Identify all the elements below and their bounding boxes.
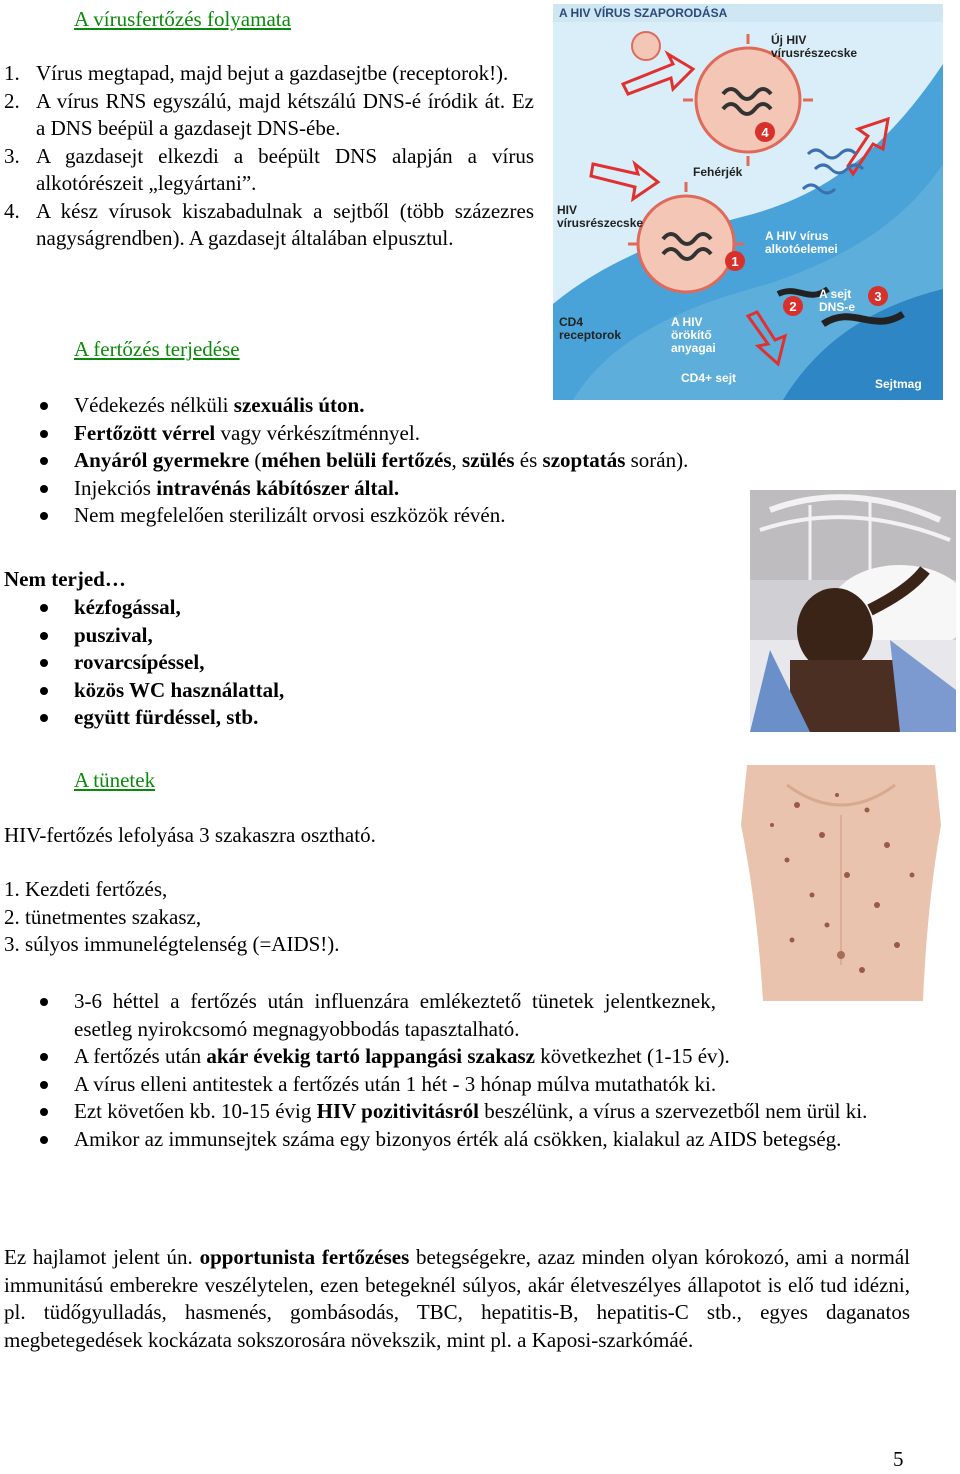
list-item: 4. A kész vírusok kiszabadulnak a sejtből (több százezres nagyságrendben). A gazdasejt általában elpusztul.	[4, 198, 534, 250]
patient-in-bed-photo	[750, 490, 956, 732]
label-genetic-material: A HIV örökítő anyagai	[671, 315, 716, 355]
section-heading-symptoms: A tünetek	[74, 768, 156, 792]
diagram-title: A HIV VÍRUS SZAPORODÁSA	[553, 4, 943, 22]
bullet-icon	[40, 604, 48, 612]
label-cell-dna: A sejt DNS-e	[819, 287, 856, 314]
section-heading-infection-process: A vírusfertőzés folyamata	[74, 7, 291, 31]
symptoms-list	[0, 988, 910, 1153]
torso-lesions-photo	[727, 765, 955, 1001]
list-item: együtt fürdéssel, stb.	[0, 704, 700, 732]
list-item: A vírus elleni antitestek a fertőzés után 1 hét - 3 hónap múlva mutathatók ki.	[0, 1071, 910, 1099]
list-item: 1. Vírus megtapad, majd bejut a gazdasejtbe (receptorok!).	[4, 61, 509, 85]
list-item: Nem megfelelően sterilizált orvosi eszközök révén.	[0, 502, 800, 530]
bullet-icon	[40, 1136, 48, 1144]
bullet-icon	[40, 485, 48, 493]
bullet-icon	[40, 687, 48, 695]
label-cd4-cell: CD4+ sejt	[681, 371, 737, 385]
list-item: közös WC használattal,	[0, 677, 700, 705]
bullet-icon	[40, 998, 48, 1006]
label-nucleus: Sejtmag	[875, 377, 922, 391]
bullet-icon	[40, 714, 48, 722]
closing-paragraph: Ez hajlamot jelent ún. opportunista fertőzéses betegségekre, azaz minden olyan kórokozó, ami a normál immunitású emberekre veszélytelen, ezen betegeknél súlyos, akár életveszélyes állapotot is elő tud idézni, pl. tüdőgyulladás, hasmenés, gombásodás, TBC, hepatitis-B, hepatitis-C stb., egyes daganatos megbetegedések kockázata sokszorosára növekszik, mint pl. a Kaposi-szarkómáé.	[4, 1245, 911, 1352]
list-item: Anyáról gyermekre (méhen belüli fertőzés, szülés és szoptatás során).	[0, 447, 800, 475]
list-item: puszival,	[0, 622, 700, 650]
step-number-4: 4	[761, 125, 769, 140]
not-transmitted-list	[0, 594, 700, 732]
label-hiv-particle: HIV vírusrészecske	[557, 203, 644, 230]
bullet-icon	[40, 512, 48, 520]
list-item: 3. súlyos immunelégtelenség (=AIDS!).	[4, 932, 340, 956]
not-transmitted-title: Nem terjed…	[4, 567, 126, 591]
bullet-icon	[40, 430, 48, 438]
page-number: 5	[893, 1447, 904, 1471]
label-new-virus: Új HIV vírusrészecske	[771, 33, 858, 60]
list-item: 2. A vírus RNS egyszálú, majd kétszálú DNS-é íródik át. Ez a DNS beépül a gazdasejt DNS-ébe.	[4, 88, 534, 140]
label-proteins: Fehérjék	[693, 165, 743, 179]
step-number-1: 1	[731, 254, 739, 269]
bullet-icon	[40, 457, 48, 465]
list-item: 1. Kezdeti fertőzés,	[4, 877, 168, 901]
stages-intro: HIV-fertőzés lefolyása 3 szakaszra osztható.	[4, 823, 376, 847]
bullet-icon	[40, 632, 48, 640]
list-item: Injekciós intravénás kábítószer által.	[0, 475, 800, 503]
list-item: Amikor az immunsejtek száma egy bizonyos érték alá csökken, kialakul az AIDS betegség.	[0, 1126, 910, 1154]
bullet-icon	[40, 1108, 48, 1116]
transmission-list	[0, 392, 800, 530]
label-components: A HIV vírus alkotóelemei	[765, 229, 838, 256]
list-item: 3. A gazdasejt elkezdi a beépült DNS alapján a vírus alkotórészeit „legyártani”.	[4, 143, 534, 195]
list-item: A fertőzés után akár évekig tartó lappangási szakasz következhet (1-15 év).	[0, 1043, 910, 1071]
list-item: 3-6 héttel a fertőzés után influenzára emlékeztető tünetek jelentkeznek, esetleg nyirokcsomó megnagyobbodás tapasztalható.	[0, 988, 716, 1043]
list-item: rovarcsípéssel,	[0, 649, 700, 677]
infection-steps-list	[0, 60, 534, 253]
list-item: Fertőzött vérrel vagy vérkészítménnyel.	[0, 420, 800, 448]
section-heading-transmission: A fertőzés terjedése	[74, 337, 240, 361]
stages-list	[4, 876, 340, 959]
list-item: Védekezés nélküli szexuális úton.	[0, 392, 800, 420]
label-cd4-receptors: CD4 receptorok	[559, 315, 622, 342]
list-item: kézfogással,	[0, 594, 700, 622]
hiv-replication-diagram	[553, 4, 943, 400]
bullet-icon	[40, 402, 48, 410]
list-item: Ezt követően kb. 10-15 évig HIV pozitivitásról beszélünk, a vírus a szervezetből nem ürül ki.	[0, 1098, 910, 1126]
list-item: 2. tünetmentes szakasz,	[4, 904, 202, 929]
step-number-2: 2	[789, 299, 797, 314]
step-number-3: 3	[874, 289, 882, 304]
bullet-icon	[40, 659, 48, 667]
bullet-icon	[40, 1081, 48, 1089]
bullet-icon	[40, 1053, 48, 1061]
